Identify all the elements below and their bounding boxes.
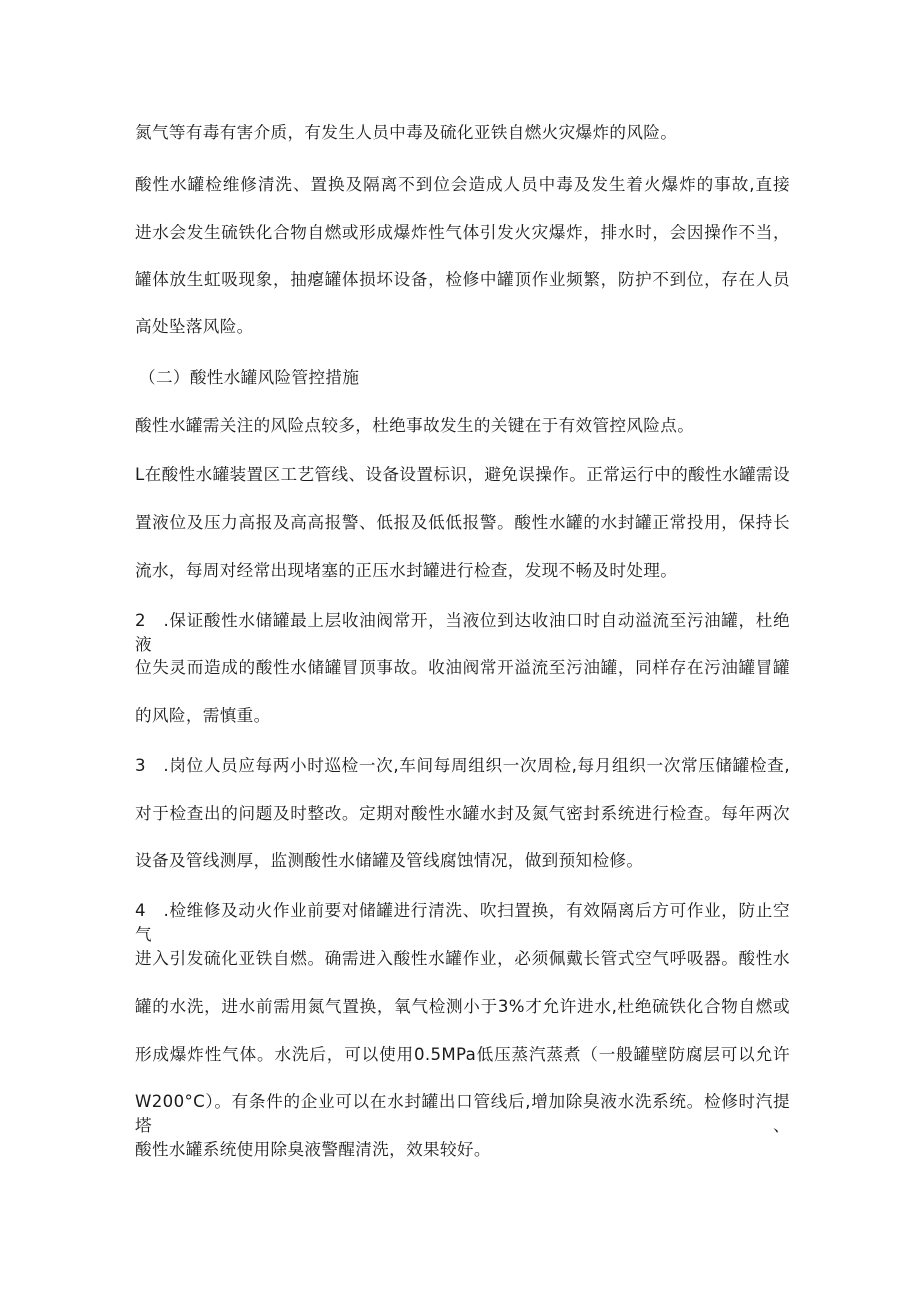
text-line-1: 氮气等有毒有害介质，有发生人员中毒及硫化亚铁自燃火灾爆炸的风险。 xyxy=(135,123,678,142)
text-line-5: 高处坠落风险。 xyxy=(135,317,254,336)
text-line-11: 2 .保证酸性水储罐最上层收油阀常开，当液位到达收油口时自动溢流至污油罐，杜绝液 xyxy=(135,611,790,654)
text-line-3: 进水会发生硫铁化合物自燃或形成爆炸性气体引发火灾爆炸，排水时，会因操作不当， xyxy=(135,223,790,242)
text-line-2: 酸性水罐检维修清洗、置换及隔离不到位会造成人员中毒及发生着火爆炸的事故,直接 xyxy=(135,175,790,194)
text-line-22: 酸性水罐系统使用除臭液警醒清洗，效果较好。 xyxy=(135,1140,491,1159)
text-line-18: 进入引发硫化亚铁自燃。确需进入酸性水罐作业，必须佩戴长管式空气呼吸器。酸性水 xyxy=(135,949,790,968)
text-line-19: 罐的水洗，进水前需用氮气置换，氧气检测小于3%才允许进水,杜绝硫铁化合物自燃或 xyxy=(135,997,790,1016)
text-line-17: 4 .检维修及动火作业前要对储罐进行清洗、吹扫置换，有效隔离后方可作业，防止空气 xyxy=(135,901,790,944)
text-line-10: 流水，每周对经常出现堵塞的正压水封罐进行检查，发现不畅及时处理。 xyxy=(135,561,678,580)
text-line-12: 位失灵而造成的酸性水储罐冒顶事故。收油阀常开溢流至污油罐，同样存在污油罐冒罐 xyxy=(135,658,790,677)
text-line-14: 3 .岗位人员应每两小时巡检一次,车间每周组织一次周检,每月组织一次常压储罐检查, xyxy=(135,756,790,775)
section-heading: （二）酸性水罐风险管控措施 xyxy=(139,368,360,387)
text-line-8: L在酸性水罐装置区工艺管线、设备设置标识，避免误操作。正常运行中的酸性水罐需设 xyxy=(135,465,790,484)
text-line-7: 酸性水罐需关注的风险点较多，杜绝事故发生的关键在于有效管控风险点。 xyxy=(135,416,695,435)
text-line-13: 的风险，需慎重。 xyxy=(135,706,271,725)
text-line-21: W200°C）。有条件的企业可以在水封罐出口管线后,增加除臭液水洗系统。检修时汽提塔、 xyxy=(135,1092,790,1135)
text-line-15: 对于检查出的问题及时整改。定期对酸性水罐水封及氮气密封系统进行检查。每年两次 xyxy=(135,804,790,823)
text-line-4: 罐体放生虹吸现象，抽瘪罐体损坏设备，检修中罐顶作业频繁，防护不到位，存在人员 xyxy=(135,270,790,289)
text-line-20: 形成爆炸性气体。水洗后，可以使用0.5MPa低压蒸汽蒸煮（一般罐壁防腐层可以允许 xyxy=(135,1045,790,1064)
text-line-16: 设备及管线测厚，监测酸性水储罐及管线腐蚀情况，做到预知检修。 xyxy=(135,851,644,870)
text-line-9: 置液位及压力高报及高高报警、低报及低低报警。酸性水罐的水封罐正常投用，保持长 xyxy=(135,513,790,532)
